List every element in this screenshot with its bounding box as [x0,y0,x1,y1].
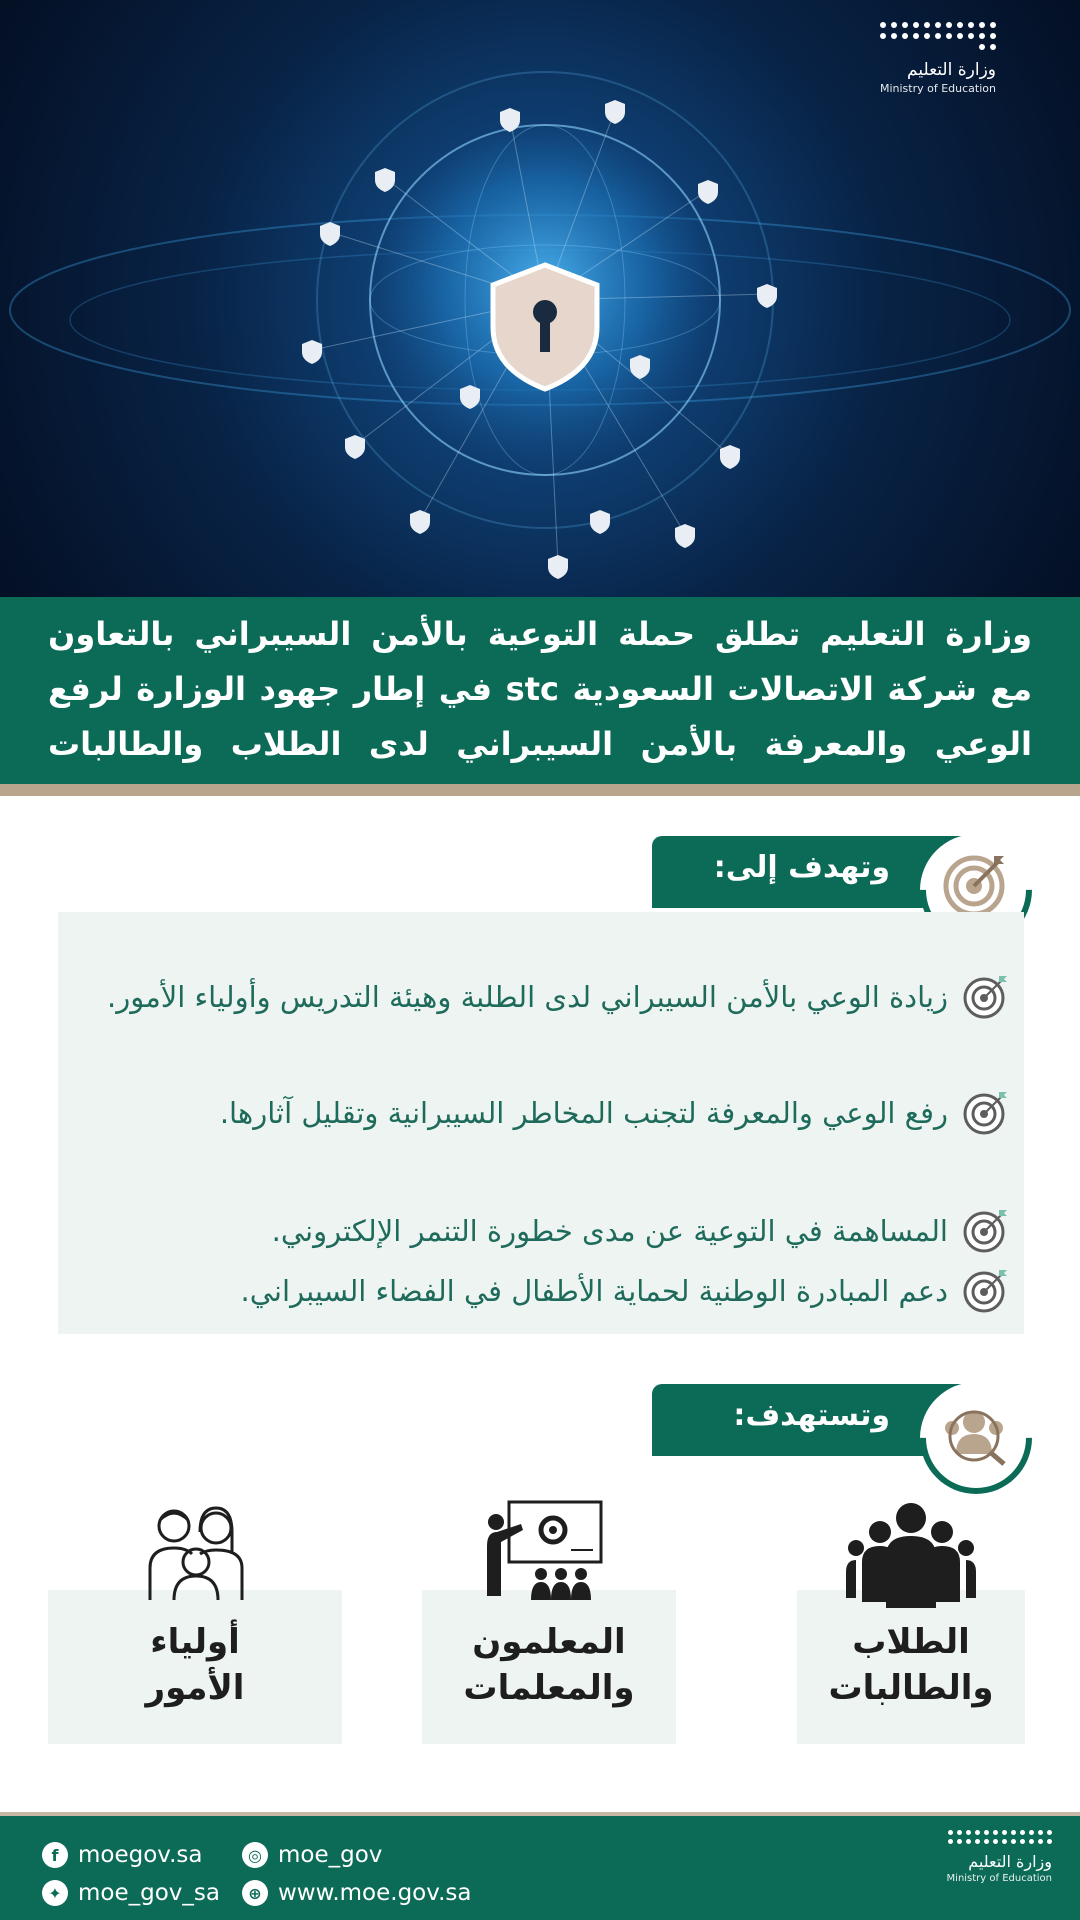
audience-section-tab [652,1384,1032,1458]
audience-card-teachers [422,1590,676,1744]
goal-text-4: دعم المبادرة الوطنية لحماية الأطفال في الفضاء السيبراني. [240,1274,948,1308]
globe-icon: ⊕ [242,1880,268,1906]
audience-title: وتستهدف: [733,1398,890,1433]
audience-teachers-line2: والمعلمات [463,1668,635,1708]
divider-stripe [0,784,1080,796]
goal-item-2 [82,1084,1008,1142]
footer-facebook-text: moegov.sa [78,1842,203,1868]
goal-item-1 [82,968,1008,1026]
ministry-logo [836,22,996,95]
target-icon [938,848,1010,920]
audience-teachers-line1: المعلمون [472,1622,626,1662]
twitter-icon: ✦ [42,1880,68,1906]
footer-twitter[interactable] [42,1880,220,1906]
goal-text-1: زيادة الوعي بالأمن السيبراني لدى الطلبة وهيئة التدريس وأولياء الأمور. [106,980,948,1014]
footer-logo-dots [948,1830,1052,1844]
goal-text-2: رفع الوعي والمعرفة لتجنب المخاطر السيبرانية وتقليل آثارها. [219,1096,948,1130]
people-group-icon [846,1502,976,1608]
goal-item-3 [82,1202,1008,1260]
footer-website-text: www.moe.gov.sa [278,1880,472,1906]
headline-band [0,597,1080,784]
headline-line-3: الوعي والمعرفة بالأمن السيبراني لدى الطلاب والطالبات [48,725,1032,763]
teacher-presentation-icon [483,1500,605,1600]
goal-bullet-target-icon [962,974,1008,1020]
goal-text-3: المساهمة في التوعية عن مدى خطورة التنمر الإلكتروني. [271,1214,948,1248]
footer-facebook[interactable] [42,1842,203,1868]
footer-ministry-logo [932,1830,1052,1884]
goal-bullet-target-icon [962,1090,1008,1136]
footer-ministry-name-en: Ministry of Education [946,1873,1052,1884]
audience-students-line1: الطلاب [852,1622,970,1662]
headline-line-1: وزارة التعليم تطلق حملة التوعية بالأمن السيبراني بالتعاون [48,615,1032,653]
ministry-logo-dots [880,22,996,50]
ministry-name-ar: وزارة التعليم [907,60,996,80]
goals-panel [58,912,1024,1334]
hero-image [0,0,1080,597]
audience-parents-line1: أولياء [150,1622,240,1662]
footer-ministry-name-ar: وزارة التعليم [968,1852,1052,1871]
footer-instagram-text: moe_gov [278,1842,383,1868]
instagram-icon: ◎ [242,1842,268,1868]
audience-students-line2: والطالبات [828,1668,994,1708]
goals-section-tab [652,836,1032,910]
ministry-name-en: Ministry of Education [879,82,996,95]
goal-item-4 [82,1262,1008,1320]
family-icon [146,1502,246,1602]
footer-website[interactable] [242,1880,471,1906]
goals-title: وتهدف إلى: [713,850,890,885]
facebook-icon: f [42,1842,68,1868]
footer-instagram[interactable] [242,1842,382,1868]
headline-line-2: مع شركة الاتصالات السعودية stc في إطار جهود الوزارة لرفع [48,670,1033,708]
audience-card-students [797,1590,1025,1744]
goal-bullet-target-icon [962,1208,1008,1254]
audience-parents-line2: الأمور [145,1668,245,1708]
target-audience-icon [938,1396,1010,1468]
footer-twitter-text: moe_gov_sa [78,1880,220,1906]
audience-card-parents [48,1590,342,1744]
goal-bullet-target-icon [962,1268,1008,1314]
